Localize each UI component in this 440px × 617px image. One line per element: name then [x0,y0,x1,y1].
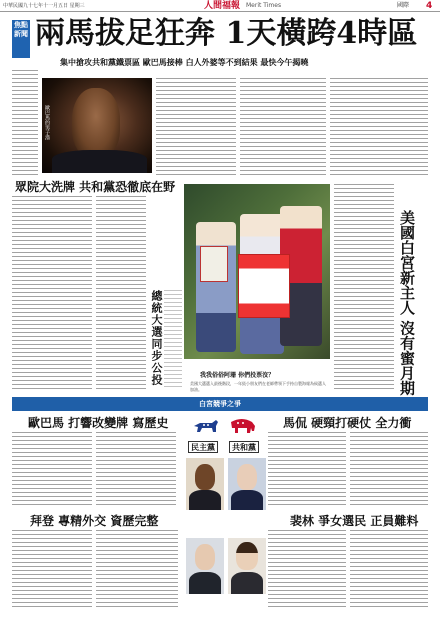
article-column [96,196,146,391]
sub-headline: 集中搶攻共和黨鐵票區 歐巴馬接棒 白人外婆等不到結果 最快今午揭曉 [60,58,309,67]
section-banner-label: 白宮競爭之爭 [199,400,241,408]
article-column [12,196,92,391]
article-column [334,184,394,389]
obama-section-title: 歐巴馬 打響改變牌 寫歷史 [28,416,169,430]
obama-portrait [186,458,224,510]
democrat-label: 民主黨 [188,441,218,453]
white-house-title [398,210,415,395]
article-column [12,432,92,507]
article-column [240,78,326,178]
donkey-icon [190,418,224,436]
page-number: 4 [426,1,433,11]
section-name: 國際 [397,2,410,9]
article-column [12,530,92,610]
article-column [350,530,428,610]
story-title-house: 眾院大洗牌 共和黨恐徹底在野 [15,180,176,194]
white-house-title-line2: 沒有蜜月期 [398,320,416,396]
obama-photo-caption: 歐巴馬的男子漢 [44,105,50,140]
kids-rally-photo [184,184,330,359]
article-column [12,70,38,175]
article-column [268,432,346,507]
article-column [164,290,182,390]
newspaper-name-en: Merit Times [246,2,282,9]
article-column [330,78,428,178]
palin-section-title: 裴林 爭女選民 正員難料 [290,514,419,528]
focus-news-badge: 焦點新聞 [12,20,30,58]
article-column [268,530,346,610]
mccain-portrait [228,458,266,510]
main-headline: 兩馬拔足狂奔 1天橫跨4時區 [35,16,418,51]
republican-label: 共和黨 [229,441,259,453]
masthead [0,0,440,12]
article-column [96,432,176,507]
palin-portrait [228,538,266,594]
article-column [96,530,178,610]
photo-caption-quote: 我我俗俗阿珊 你們投票沒？ [200,372,275,379]
biden-portrait [186,538,224,594]
issue-date: 中華民國九十七年十一月五日 星期三 [3,3,85,9]
obama-photo [42,78,152,173]
photo-caption: 美國大選選入最後階段，一年級小朋友們在老師帶領下手持自製海報為候選人加油。 [190,381,326,392]
referendum-title: 總統大選同步公投 [150,290,163,386]
biden-section-title: 拜登 專精外交 資歷完整 [30,514,159,528]
article-column [350,432,428,507]
article-column [156,78,236,178]
white-house-title-line1: 美國白宮新主人 [398,210,416,315]
newspaper-logo: 人間福報 [204,1,241,11]
elephant-icon [228,416,258,436]
mccain-section-title: 馬侃 硬頸打硬仗 全力衝 [283,416,412,430]
